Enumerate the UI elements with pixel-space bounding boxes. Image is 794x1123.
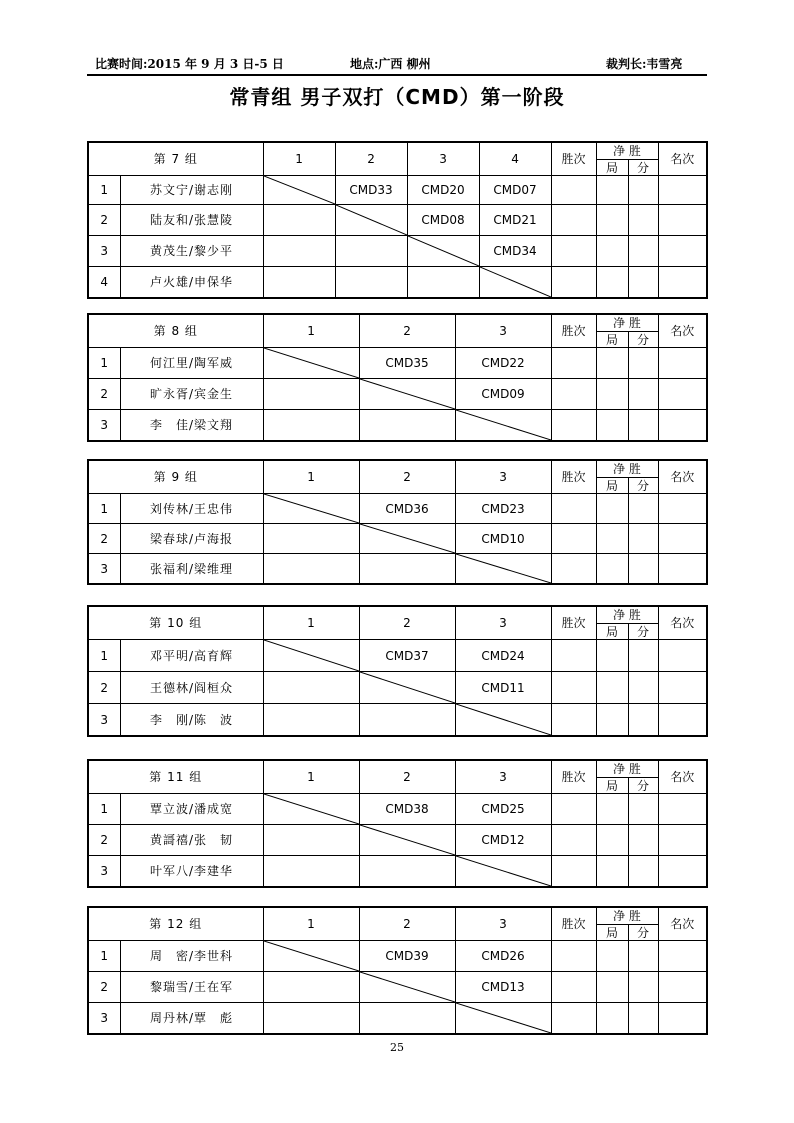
games-header: 局 (596, 332, 628, 348)
match-cell (263, 524, 359, 554)
match-cell: CMD23 (455, 494, 551, 524)
page-number: 25 (390, 1041, 404, 1054)
match-cell: CMD22 (455, 348, 551, 379)
net-games-cell (596, 554, 628, 585)
player-number: 1 (88, 494, 120, 524)
self-match-cell (479, 267, 551, 299)
diagonal-line (264, 176, 335, 204)
table-row (88, 554, 707, 585)
rank-cell (658, 554, 707, 585)
diagonal-line (360, 972, 455, 1002)
group-name: 第 8 组 (88, 314, 263, 348)
diagonal-line (360, 825, 455, 855)
net-points-cell (628, 524, 658, 554)
diagonal-line (456, 856, 551, 886)
column-number: 3 (455, 314, 551, 348)
table-row (88, 1003, 707, 1035)
player-names: 梁春球/卢海报 (120, 524, 263, 554)
column-number: 2 (359, 460, 455, 494)
net-points-cell (628, 640, 658, 672)
net-games-cell (596, 494, 628, 524)
player-number: 2 (88, 205, 120, 236)
page-title: 常青组 男子双打（CMD）第一阶段 (229, 85, 565, 109)
match-cell (335, 267, 407, 299)
match-cell (263, 236, 335, 267)
match-cell: CMD07 (479, 176, 551, 205)
player-names: 黄謌禧/张 韧 (120, 825, 263, 856)
self-match-cell (263, 348, 359, 379)
group-table (87, 605, 708, 737)
group-table (87, 313, 708, 442)
diagonal-line (360, 672, 455, 703)
column-number: 1 (263, 606, 359, 640)
self-match-cell (359, 672, 455, 704)
net-points-cell (628, 941, 658, 972)
match-cell: CMD08 (407, 205, 479, 236)
rank-header: 名次 (658, 460, 707, 494)
match-cell: CMD25 (455, 794, 551, 825)
player-number: 1 (88, 176, 120, 205)
match-cell (263, 379, 359, 410)
wins-cell (551, 524, 596, 554)
player-names: 陆友和/张慧陵 (120, 205, 263, 236)
player-names: 覃立波/潘成宽 (120, 794, 263, 825)
table-row (88, 856, 707, 888)
player-number: 2 (88, 672, 120, 704)
match-cell (263, 205, 335, 236)
self-match-cell (263, 494, 359, 524)
match-cell: CMD20 (407, 176, 479, 205)
group-name: 第 7 组 (88, 142, 263, 176)
column-number: 1 (263, 142, 335, 176)
match-cell: CMD38 (359, 794, 455, 825)
self-match-cell (263, 941, 359, 972)
player-number: 2 (88, 825, 120, 856)
wins-header: 胜次 (551, 314, 596, 348)
match-cell: CMD36 (359, 494, 455, 524)
rank-cell (658, 856, 707, 888)
wins-cell (551, 205, 596, 236)
player-number: 2 (88, 524, 120, 554)
net-header: 净 胜 (596, 314, 658, 332)
rank-cell (658, 379, 707, 410)
table-row (88, 176, 707, 205)
net-points-cell (628, 794, 658, 825)
games-header: 局 (596, 478, 628, 494)
games-header: 局 (596, 778, 628, 794)
player-number: 1 (88, 794, 120, 825)
self-match-cell (407, 236, 479, 267)
self-match-cell (455, 704, 551, 737)
match-cell (359, 410, 455, 442)
rank-cell (658, 410, 707, 442)
rank-cell (658, 267, 707, 299)
net-games-cell (596, 267, 628, 299)
diagonal-line (336, 205, 407, 235)
column-number: 1 (263, 460, 359, 494)
net-points-cell (628, 410, 658, 442)
match-cell (263, 554, 359, 585)
wins-cell (551, 379, 596, 410)
table-row (88, 672, 707, 704)
group-table (87, 759, 708, 888)
rank-cell (658, 1003, 707, 1035)
wins-header: 胜次 (551, 460, 596, 494)
rank-cell (658, 640, 707, 672)
column-number: 2 (359, 606, 455, 640)
player-names: 黎瑞雪/王在军 (120, 972, 263, 1003)
wins-cell (551, 856, 596, 888)
match-cell (359, 856, 455, 888)
match-cell: CMD12 (455, 825, 551, 856)
net-header: 净 胜 (596, 907, 658, 925)
player-number: 2 (88, 972, 120, 1003)
points-header: 分 (628, 778, 658, 794)
match-cell (407, 267, 479, 299)
table-row (88, 410, 707, 442)
group-name: 第 10 组 (88, 606, 263, 640)
self-match-cell (455, 1003, 551, 1035)
match-cell: CMD13 (455, 972, 551, 1003)
match-cell: CMD37 (359, 640, 455, 672)
rank-cell (658, 941, 707, 972)
wins-cell (551, 554, 596, 585)
rank-header: 名次 (658, 314, 707, 348)
diagonal-line (456, 554, 551, 583)
self-match-cell (455, 856, 551, 888)
wins-header: 胜次 (551, 142, 596, 176)
diagonal-line (456, 1003, 551, 1033)
net-points-cell (628, 825, 658, 856)
wins-cell (551, 236, 596, 267)
rank-cell (658, 524, 707, 554)
group-table (87, 459, 708, 585)
match-cell (335, 236, 407, 267)
player-number: 3 (88, 856, 120, 888)
rank-cell (658, 494, 707, 524)
player-names: 周丹林/覃 彪 (120, 1003, 263, 1035)
self-match-cell (359, 379, 455, 410)
diagonal-line (360, 524, 455, 553)
group-name: 第 11 组 (88, 760, 263, 794)
column-number: 2 (359, 760, 455, 794)
wins-cell (551, 494, 596, 524)
rank-header: 名次 (658, 760, 707, 794)
self-match-cell (359, 524, 455, 554)
points-header: 分 (628, 478, 658, 494)
diagonal-line (480, 267, 551, 297)
table-row (88, 794, 707, 825)
match-cell: CMD26 (455, 941, 551, 972)
net-points-cell (628, 379, 658, 410)
table-row (88, 941, 707, 972)
column-number: 2 (359, 907, 455, 941)
self-match-cell (455, 410, 551, 442)
group-table (87, 906, 708, 1035)
player-names: 李 刚/陈 波 (120, 704, 263, 737)
player-names: 叶军八/李建华 (120, 856, 263, 888)
diagonal-line (456, 410, 551, 440)
rank-cell (658, 672, 707, 704)
header-place: 地点:广西 柳州 (350, 57, 431, 71)
rank-cell (658, 825, 707, 856)
column-number: 2 (335, 142, 407, 176)
table-row (88, 704, 707, 737)
net-games-cell (596, 205, 628, 236)
player-number: 2 (88, 379, 120, 410)
net-points-cell (628, 704, 658, 737)
diagonal-line (264, 640, 359, 671)
net-games-cell (596, 672, 628, 704)
player-number: 1 (88, 941, 120, 972)
wins-cell (551, 1003, 596, 1035)
player-names: 刘传林/王忠伟 (120, 494, 263, 524)
points-header: 分 (628, 925, 658, 941)
column-number: 4 (479, 142, 551, 176)
self-match-cell (263, 176, 335, 205)
net-games-cell (596, 176, 628, 205)
player-names: 黄茂生/黎少平 (120, 236, 263, 267)
self-match-cell (263, 640, 359, 672)
points-header: 分 (628, 332, 658, 348)
wins-cell (551, 672, 596, 704)
player-names: 张福利/梁维理 (120, 554, 263, 585)
column-number: 1 (263, 907, 359, 941)
match-cell: CMD09 (455, 379, 551, 410)
diagonal-line (456, 704, 551, 735)
net-points-cell (628, 176, 658, 205)
header-time: 比赛时间:2015 年 9 月 3 日-5 日 (95, 57, 284, 71)
rank-cell (658, 205, 707, 236)
table-row (88, 494, 707, 524)
table-row (88, 825, 707, 856)
net-points-cell (628, 236, 658, 267)
table-row (88, 205, 707, 236)
diagonal-line (264, 348, 359, 378)
group-name: 第 12 组 (88, 907, 263, 941)
match-cell (263, 410, 359, 442)
column-number: 1 (263, 314, 359, 348)
games-header: 局 (596, 925, 628, 941)
wins-header: 胜次 (551, 760, 596, 794)
match-cell (263, 856, 359, 888)
match-cell: CMD24 (455, 640, 551, 672)
wins-header: 胜次 (551, 907, 596, 941)
match-cell (359, 704, 455, 737)
table-row (88, 348, 707, 379)
diagonal-line (264, 794, 359, 824)
player-number: 3 (88, 236, 120, 267)
match-cell: CMD33 (335, 176, 407, 205)
rank-cell (658, 348, 707, 379)
player-names: 何江里/陶军威 (120, 348, 263, 379)
diagonal-line (408, 236, 479, 266)
net-games-cell (596, 856, 628, 888)
player-names: 旷永胥/宾金生 (120, 379, 263, 410)
column-number: 1 (263, 760, 359, 794)
net-header: 净 胜 (596, 760, 658, 778)
self-match-cell (359, 825, 455, 856)
net-points-cell (628, 856, 658, 888)
net-games-cell (596, 524, 628, 554)
net-header: 净 胜 (596, 606, 658, 624)
table-row (88, 267, 707, 299)
net-games-cell (596, 410, 628, 442)
match-cell (263, 972, 359, 1003)
net-points-cell (628, 348, 658, 379)
player-number: 1 (88, 640, 120, 672)
net-header: 净 胜 (596, 142, 658, 160)
self-match-cell (455, 554, 551, 585)
match-cell (263, 704, 359, 737)
rank-cell (658, 794, 707, 825)
wins-cell (551, 267, 596, 299)
games-header: 局 (596, 160, 628, 176)
rank-header: 名次 (658, 907, 707, 941)
match-cell: CMD34 (479, 236, 551, 267)
points-header: 分 (628, 160, 658, 176)
table-row (88, 972, 707, 1003)
column-number: 3 (455, 907, 551, 941)
match-cell: CMD35 (359, 348, 455, 379)
match-cell (263, 267, 335, 299)
wins-cell (551, 972, 596, 1003)
net-points-cell (628, 267, 658, 299)
player-number: 3 (88, 1003, 120, 1035)
net-games-cell (596, 640, 628, 672)
net-games-cell (596, 348, 628, 379)
diagonal-line (360, 379, 455, 409)
table-row (88, 524, 707, 554)
match-cell (263, 1003, 359, 1035)
player-names: 邓平明/高育辉 (120, 640, 263, 672)
group-table (87, 141, 708, 299)
player-names: 周 密/李世科 (120, 941, 263, 972)
net-points-cell (628, 494, 658, 524)
net-games-cell (596, 236, 628, 267)
net-games-cell (596, 379, 628, 410)
table-row (88, 379, 707, 410)
match-cell (359, 554, 455, 585)
self-match-cell (359, 972, 455, 1003)
match-cell: CMD11 (455, 672, 551, 704)
wins-header: 胜次 (551, 606, 596, 640)
diagonal-line (264, 494, 359, 523)
net-games-cell (596, 704, 628, 737)
net-games-cell (596, 972, 628, 1003)
wins-cell (551, 941, 596, 972)
player-number: 1 (88, 348, 120, 379)
rank-cell (658, 704, 707, 737)
table-row (88, 236, 707, 267)
net-header: 净 胜 (596, 460, 658, 478)
net-points-cell (628, 554, 658, 585)
net-points-cell (628, 205, 658, 236)
player-names: 王德林/阎桓众 (120, 672, 263, 704)
net-games-cell (596, 941, 628, 972)
column-number: 3 (455, 606, 551, 640)
player-names: 苏文宁/谢志刚 (120, 176, 263, 205)
match-cell (263, 672, 359, 704)
rank-header: 名次 (658, 142, 707, 176)
match-cell (359, 1003, 455, 1035)
player-names: 李 佳/梁文翔 (120, 410, 263, 442)
wins-cell (551, 410, 596, 442)
header-rule (87, 74, 707, 76)
net-games-cell (596, 825, 628, 856)
player-number: 3 (88, 704, 120, 737)
player-names: 卢火雄/申保华 (120, 267, 263, 299)
match-cell: CMD39 (359, 941, 455, 972)
table-row (88, 640, 707, 672)
self-match-cell (263, 794, 359, 825)
net-games-cell (596, 1003, 628, 1035)
player-number: 4 (88, 267, 120, 299)
wins-cell (551, 176, 596, 205)
wins-cell (551, 825, 596, 856)
net-points-cell (628, 1003, 658, 1035)
points-header: 分 (628, 624, 658, 640)
match-cell: CMD21 (479, 205, 551, 236)
player-number: 3 (88, 410, 120, 442)
wins-cell (551, 704, 596, 737)
group-name: 第 9 组 (88, 460, 263, 494)
column-number: 3 (455, 760, 551, 794)
rank-cell (658, 176, 707, 205)
match-cell (263, 825, 359, 856)
header-referee: 裁判长:韦雪亮 (606, 57, 683, 71)
column-number: 2 (359, 314, 455, 348)
wins-cell (551, 640, 596, 672)
net-points-cell (628, 672, 658, 704)
rank-cell (658, 236, 707, 267)
column-number: 3 (455, 460, 551, 494)
wins-cell (551, 348, 596, 379)
column-number: 3 (407, 142, 479, 176)
rank-header: 名次 (658, 606, 707, 640)
games-header: 局 (596, 624, 628, 640)
match-cell: CMD10 (455, 524, 551, 554)
net-points-cell (628, 972, 658, 1003)
net-games-cell (596, 794, 628, 825)
self-match-cell (335, 205, 407, 236)
player-number: 3 (88, 554, 120, 585)
rank-cell (658, 972, 707, 1003)
diagonal-line (264, 941, 359, 971)
wins-cell (551, 794, 596, 825)
